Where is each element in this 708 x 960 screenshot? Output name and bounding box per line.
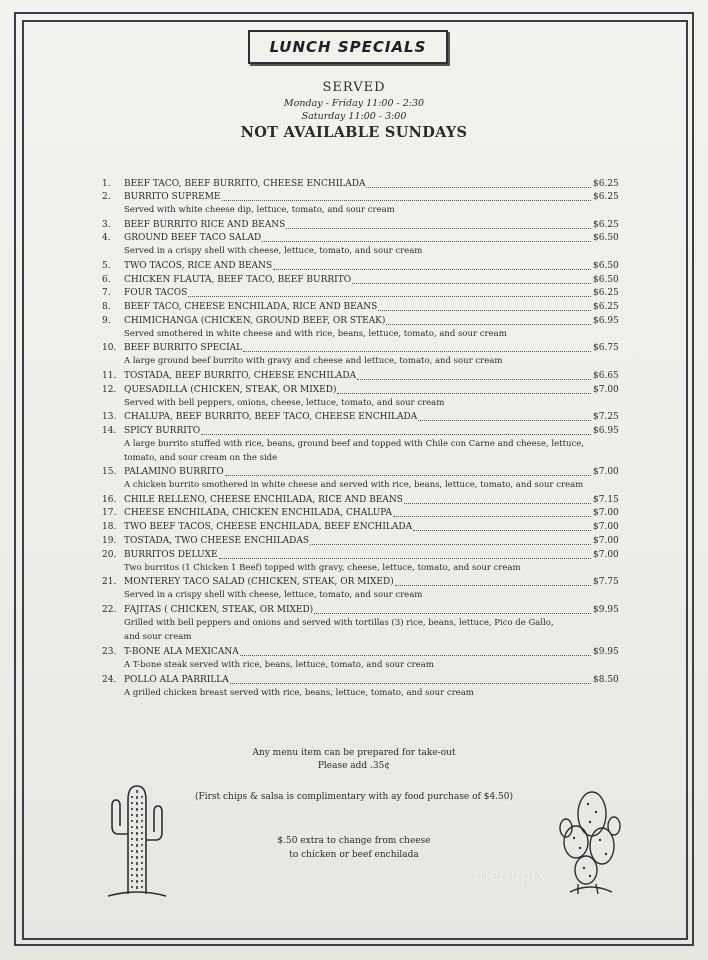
menu-item [102,384,622,397]
menu-item [102,178,622,191]
menu-item [102,576,622,589]
menu-item [102,549,622,562]
menu-item-number: 24. [102,675,117,685]
menu-item [102,521,622,534]
menu-item-number: 11. [102,371,117,381]
menu-item-number: 5. [102,261,111,271]
dot-leader [188,296,591,297]
menu-item-price: $6.50 [593,233,619,243]
menu-item-name: CHICKEN FLAUTA, BEEF TACO, BEEF BURRITO [124,275,352,285]
menu-item-description: tomato, and sour cream on the side [124,452,278,463]
menu-item-number: 16. [102,495,117,505]
menu-item-name: BURRITO SUPREME [124,192,221,202]
menu-item-name: FOUR TACOS [124,288,188,298]
menu-item-number: 9. [102,316,111,326]
menu-item-price: $7.00 [593,385,619,395]
menu-item-number: 10. [102,343,117,353]
not-available-notice: NOT AVAILABLE SUNDAYS [240,124,468,141]
menu-item [102,604,622,617]
menu-item-price: $6.50 [593,275,619,285]
dot-leader [404,503,591,504]
menu-item-name: TWO BEEF TACOS, CHEESE ENCHILADA, BEEF ENCHILADA [124,522,413,532]
menu-item [102,191,622,204]
menu-item-number: 1. [102,179,111,189]
menu-item-name: MONTEREY TACO SALAD (CHICKEN, STEAK, OR MIXED) [124,577,394,587]
menu-item-name: T-BONE ALA MEXICANA [124,647,239,657]
menu-item [102,315,622,328]
menu-item-name: TOSTADA, BEEF BURRITO, CHEESE ENCHILADA [124,371,357,381]
dot-leader [337,393,591,394]
menu-item-name: CHIMICHANGA (CHICKEN, GROUND BEEF, OR STEAK) [124,316,386,326]
menu-item-number: 21. [102,577,117,587]
menu-item-number: 22. [102,605,117,615]
dot-leader [222,200,591,201]
menu-item-price: $6.75 [593,343,619,353]
dot-leader [314,613,591,614]
menu-item-name: TOSTADA, TWO CHEESE ENCHILADAS [124,536,310,546]
menu-item-description: Two burritos (1 Chicken 1 Beef) topped with gravy, cheese, lettuce, tomato, and sour cream [124,563,521,574]
dot-leader [386,324,591,325]
menu-item-price: $7.00 [593,550,619,560]
dot-leader [357,379,591,380]
takeout-note: Any menu item can be prepared for take-out [252,748,456,758]
menu-item [102,260,622,273]
dot-leader [395,585,591,586]
menu-item-number: 13. [102,412,117,422]
dot-leader [225,475,591,476]
dot-leader [366,187,591,188]
menu-item-description: Served in a crispy shell with cheese, lettuce, tomato, and sour cream [124,590,423,601]
menu-item-number: 14. [102,426,117,436]
menu-item-name: TWO TACOS, RICE AND BEANS [124,261,273,271]
dot-leader [219,558,591,559]
menu-item-name: QUESADILLA (CHICKEN, STEAK, OR MIXED) [124,385,337,395]
extra-charge-note: $.50 extra to change from cheese [277,836,431,846]
menu-item-number: 23. [102,647,117,657]
menu-item-name: SPICY BURRITO [124,426,201,436]
cactus-right-icon [556,784,624,898]
dot-leader [418,420,591,421]
menu-item [102,494,622,507]
menu-item-description: Served smothered in white cheese and with rice, beans, lettuce, tomato, and sour cream [124,329,507,340]
menu-item-price: $9.95 [593,605,619,615]
menu-item [102,466,622,479]
dot-leader [310,544,591,545]
menu-item-price: $6.25 [593,288,619,298]
menu-item-description: Grilled with bell peppers and onions and served with tortillas (3) rice, beans, lettuce, Pico de Gallo, [124,618,554,629]
saturday-hours: Saturday 11:00 - 3:00 [301,111,407,122]
menu-item-price: $6.65 [593,371,619,381]
menu-item-price: $6.25 [593,220,619,230]
menu-item [102,674,622,687]
menu-item-number: 17. [102,508,117,518]
takeout-charge: Please add .35¢ [317,761,391,771]
menu-item-description: and sour cream [124,631,192,642]
menu-item-price: $6.95 [593,316,619,326]
menu-item-price: $9.95 [593,647,619,657]
menu-item [102,411,622,424]
weekday-hours: Monday - Friday 11:00 - 2:30 [283,98,425,109]
menu-item [102,535,622,548]
menu-item-name: FAJITAS ( CHICKEN, STEAK, OR MIXED) [124,605,314,615]
menu-item-name: PALAMINO BURRITO [124,467,224,477]
menu-item [102,301,622,314]
menu-item-number: 2. [102,192,111,202]
menu-item-price: $6.25 [593,179,619,189]
dot-leader [262,241,591,242]
menu-item-name: CHILE RELLENO, CHEESE ENCHILADA, RICE AND BEANS [124,495,403,505]
menu-item-price: $6.25 [593,192,619,202]
extra-charge-detail: to chicken or beef enchilada [289,850,419,860]
page-title: LUNCH SPECIALS [269,38,427,56]
dot-leader [393,516,591,517]
menu-item [102,370,622,383]
menu-item-price: $7.00 [593,508,619,518]
menu-item-name: BEEF BURRITO SPECIAL [124,343,243,353]
menu-item-description: Served in a crispy shell with cheese, lettuce, tomato, and sour cream [124,246,423,257]
dot-leader [378,310,591,311]
menu-item-price: $7.75 [593,577,619,587]
menu-item-name: BURRITOS DELUXE [124,550,218,560]
menu-item [102,507,622,520]
dot-leader [201,434,591,435]
dot-leader [273,269,591,270]
dot-leader [243,351,591,352]
menu-item-price: $7.25 [593,412,619,422]
menu-item [102,342,622,355]
menu-item-name: CHEESE ENCHILADA, CHICKEN ENCHILADA, CHALUPA [124,508,393,518]
cactus-left-icon [104,776,170,900]
watermark: menupix [474,866,547,884]
chips-note: (First chips & salsa is complimentary with ay food purchase of $4.50) [194,792,514,802]
menu-item-number: 12. [102,385,117,395]
menu-item-price: $6.50 [593,261,619,271]
menu-item-price: $7.00 [593,536,619,546]
menu-item-price: $7.00 [593,522,619,532]
served-heading: SERVED [322,80,386,95]
menu-item-number: 3. [102,220,111,230]
menu-item-name: BEEF BURRITO RICE AND BEANS [124,220,286,230]
menu-item [102,287,622,300]
menu-item-name: POLLO ALA PARRILLA [124,675,229,685]
menu-item-description: A T-bone steak served with rice, beans, lettuce, tomato, and sour cream [124,660,434,671]
menu-item [102,646,622,659]
menu-item-number: 8. [102,302,111,312]
menu-item-number: 18. [102,522,117,532]
menu-item-name: CHALUPA, BEEF BURRITO, BEEF TACO, CHEESE ENCHILADA [124,412,418,422]
menu-item-description: A large burrito stuffed with rice, beans, ground beef and topped with Chile con Carne and cheese, lettuce, [124,439,584,450]
menu-item-number: 6. [102,275,111,285]
title-box [248,30,448,64]
menu-item-name: GROUND BEEF TACO SALAD [124,233,262,243]
menu-item-description: A chicken burrito smothered in white cheese and served with rice, beans, lettuce, tomato, and sour cream [124,480,584,491]
menu-item-description: A grilled chicken breast served with rice, beans, lettuce, tomato, and sour cream [124,688,474,699]
dot-leader [286,228,591,229]
menu-item-number: 15. [102,467,117,477]
menu-item-price: $6.25 [593,302,619,312]
dot-leader [413,530,591,531]
menu-item [102,219,622,232]
menu-item-description: A large ground beef burrito with gravy and cheese and lettuce, tomato, and sour cream [124,356,503,367]
menu-item-description: Served with bell peppers, onions, cheese, lettuce, tomato, and sour cream [124,398,445,409]
menu-item-number: 20. [102,550,117,560]
menu-item-price: $8.50 [593,675,619,685]
menu-item-name: BEEF TACO, CHEESE ENCHILADA, RICE AND BEANS [124,302,378,312]
menu-item [102,274,622,287]
dot-leader [230,683,591,684]
dot-leader [352,283,591,284]
menu-item-price: $7.00 [593,467,619,477]
menu-item-number: 7. [102,288,111,298]
menu-item-price: $7.15 [593,495,619,505]
menu-item-number: 19. [102,536,117,546]
dot-leader [240,655,591,656]
menu-item-price: $6.95 [593,426,619,436]
menu-item-description: Served with white cheese dip, lettuce, tomato, and sour cream [124,205,395,216]
menu-item-name: BEEF TACO, BEEF BURRITO, CHEESE ENCHILADA [124,179,366,189]
menu-item-number: 4. [102,233,111,243]
menu-item [102,232,622,245]
menu-item [102,425,622,438]
